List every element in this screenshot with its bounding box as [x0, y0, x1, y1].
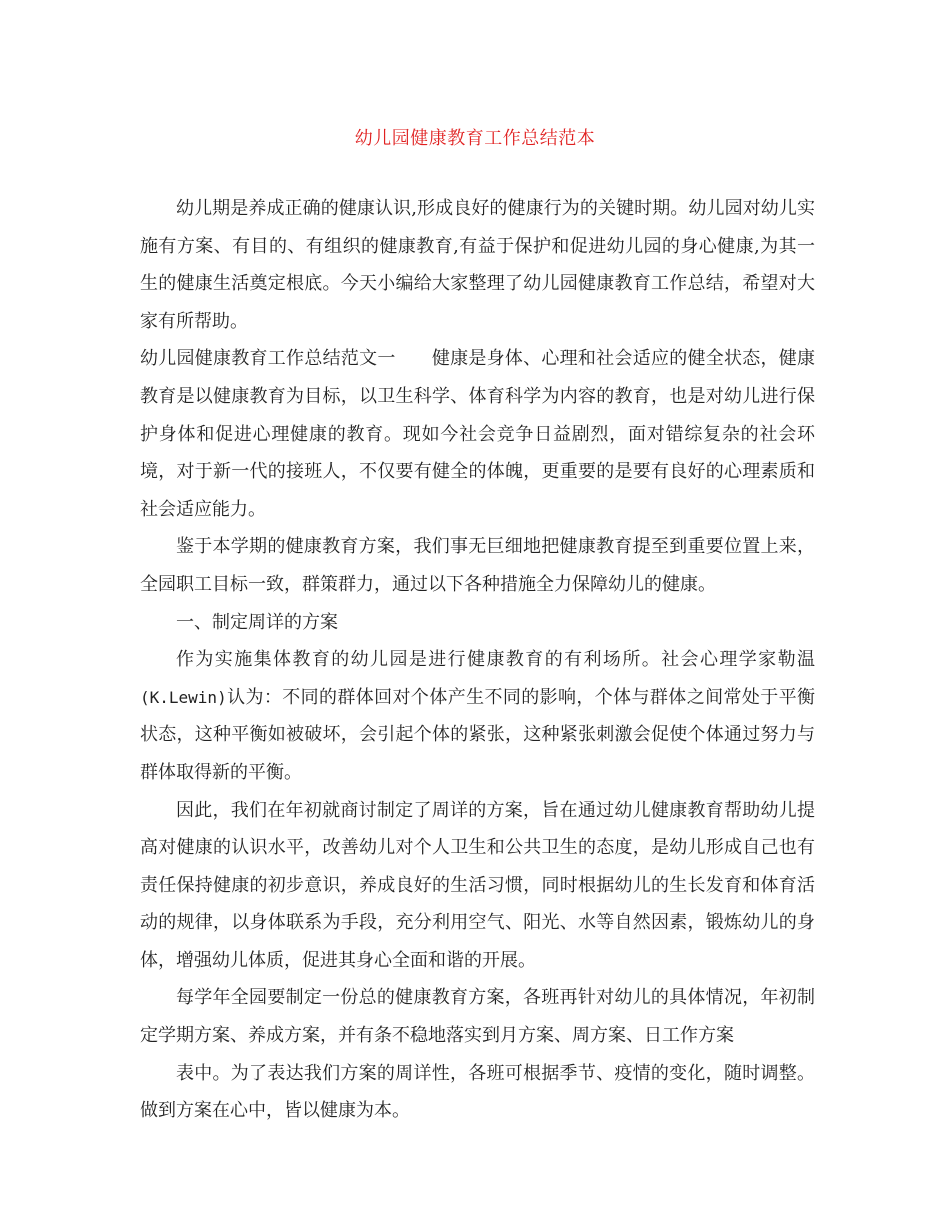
paragraph-plan-adjust: 表中。为了表达我们方案的周详性，各班可根据季节、疫情的变化，随时调整。做到方案在心中，皆以健康为本。 — [140, 1062, 815, 1122]
paragraph-intro: 幼儿期是养成正确的健康认识,形成良好的健康行为的关键时期。幼儿园对幼儿实施有方案、有目的、有组织的健康教育,有益于保护和促进幼儿园的身心健康,为其一生的健康生活奠定根底。今天小编给大家整理了幼儿园健康教育工作总结，希望对大家有所帮助。 — [140, 198, 815, 332]
paragraph-lewin — [140, 641, 815, 791]
document-title: 幼儿园健康教育工作总结范本 — [354, 128, 596, 149]
paragraph-sample-one-text: 健康是身体、心理和社会适应的健全状态，健康教育是以健康教育为目标，以卫生科学、体育科学为内容的教育，也是对幼儿进行保护身体和促进心理健康的教育。现如今社会竞争日益剧烈，面对错综复杂的社会环境，对于新一代的接班人，不仅要有健全的体魄，更重要的是要有良好的心理素质和社会适应能力。 — [140, 348, 816, 520]
paragraph-lewin-name: (K.Lewin) — [140, 687, 227, 707]
paragraph-annual-plan: 每学年全园要制定一份总的健康教育方案，各班再针对幼儿的具体情况，年初制定学期方案、养成方案，并有条不稳地落实到月方案、周方案、日工作方案 — [140, 987, 815, 1047]
paragraph-lewin-pre: 作为实施集体教育的幼儿园是进行健康教育的有利场所。社会心理学家勒温 — [176, 649, 815, 671]
paragraph-lewin-text: 认为：不同的群体回对个体产生不同的影响，个体与群体之间常处于平衡状态，这种平衡如被破坏，会引起个体的紧张，这种紧张刺激会促使个体通过努力与群体取得新的平衡。 — [140, 686, 815, 783]
section-heading-sample-one: 幼儿园健康教育工作总结范文一 — [140, 348, 396, 370]
section-heading-one: 一、制定周详的方案 — [176, 611, 338, 633]
paragraph-sample-one — [140, 340, 815, 528]
document-body — [140, 190, 815, 1130]
paragraph-semester-plan: 鉴于本学期的健康教育方案，我们事无巨细地把健康教育提至到重要位置上来，全园职工目标一致，群策群力，通过以下各种措施全力保障幼儿的健康。 — [140, 536, 815, 595]
paragraph-plan-goals: 因此，我们在年初就商讨制定了周详的方案，旨在通过幼儿健康教育帮助幼儿提高对健康的认识水平，改善幼儿对个人卫生和公共卫生的态度，是幼儿形成自己也有责任保持健康的初步意识，养成良好的生活习惯，同时根据幼儿的生长发育和体育活动的规律，以身体联系为手段，充分利用空气、阳光、水等自然因素，锻炼幼儿的身体，增强幼儿体质，促进其身心全面和谐的开展。 — [140, 799, 815, 971]
